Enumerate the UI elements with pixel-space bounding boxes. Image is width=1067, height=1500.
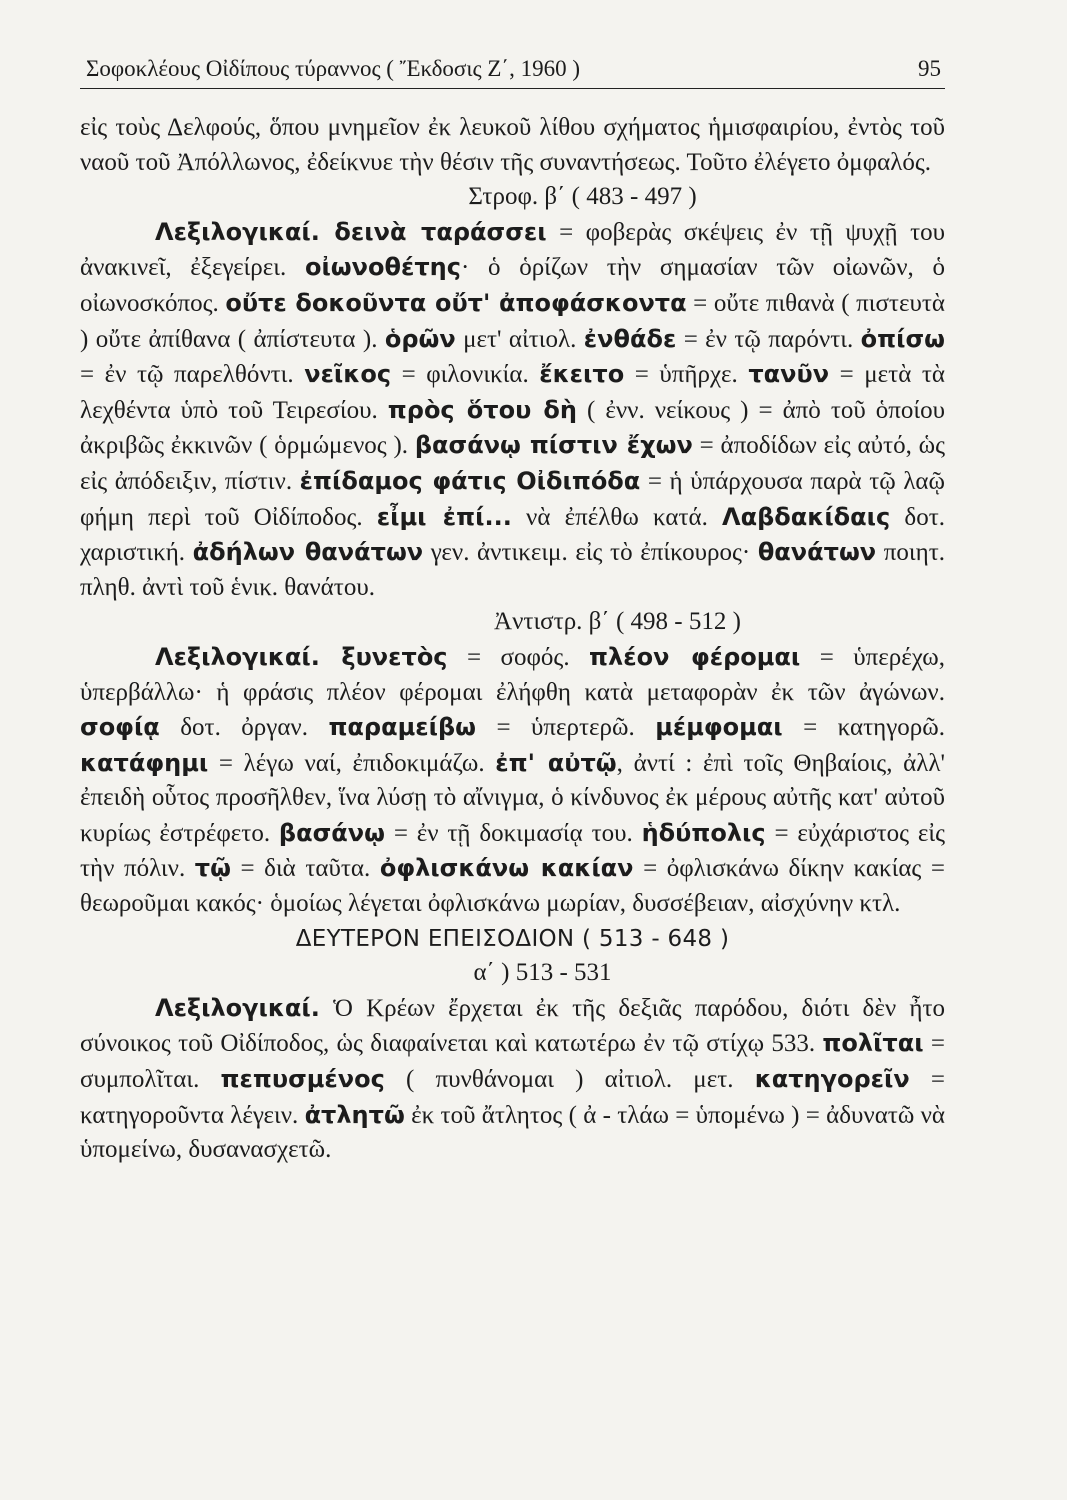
paragraph-omphalos: εἰς τοὺς Δελφούς, ὅπου μνημεῖον ἐκ λευκοῦ λίθου σχήματος ἡμισφαιρίου, ἐντὸς τοῦ ναοῦ τοῦ Ἀπόλλωνος, ἐδείκνυε τὴν θέσιν τῆς συναντήσεως. Τοῦτο ἐλέγετο ὀμφαλός. — [80, 114, 945, 176]
headword: ἐπ' αὐτῷ — [495, 748, 617, 777]
header-title: Σοφοκλέους Οἰδίπους τύραννος ( Ἔκδοσις Ζ΄, 1960 ) — [86, 56, 580, 81]
headword: δεινὰ ταράσσει — [334, 217, 547, 246]
paragraph-vocabulary-episode — [80, 991, 945, 1168]
gloss-text: , ἀντί : ἐπὶ τοῖς Θηβαίοις, ἀλλ' ἐπειδὴ οὗτος προσῆλθεν, ἵνα λύσῃ τὸ αἴνιγμα, ὁ κίνδυνος ἐκ μέρους αὐτῆς κατ' αὐτοῦ κυρίως ἐστρέφετο. — [80, 749, 945, 847]
gloss-text: = ἀποδίδων εἰς αὐτό, ὡς εἰς ἀπόδειξιν, πίστιν. — [80, 432, 945, 495]
headword: κατάφημι — [80, 748, 209, 777]
gloss-text: = κατηγοροῦντα λέγειν. — [80, 1066, 945, 1129]
headword: πεπυσμένος — [220, 1065, 385, 1094]
headword: σοφίᾳ — [80, 713, 160, 742]
headword: τῷ — [194, 854, 231, 883]
headword: οὔτε δοκοῦντα οὔτ' ἀποφάσκοντα — [225, 288, 687, 317]
gloss-text: ( πυνθάνομαι ) αἰτιολ. μετ. — [384, 1066, 755, 1094]
book-page — [80, 56, 945, 1168]
headword: πρὸς ὅτου δὴ — [387, 395, 577, 424]
headword: οἰωνοθέτης — [304, 253, 461, 282]
gloss-text: = ἐν τῷ παρόντι. — [676, 325, 861, 353]
headword: ἐνθάδε — [583, 324, 677, 353]
headword: Λεξιλογικαί. — [155, 642, 342, 671]
gloss-text: = διὰ ταῦτα. — [230, 855, 380, 883]
gloss-text: · ὁ ὁρίζων τὴν σημασίαν τῶν οἰωνῶν, ὁ οἰωνοσκόπος. — [80, 254, 945, 317]
section-heading-episode: ΔΕΥΤΕΡΟΝ ΕΠΕΙΣΟΔΙΟΝ ( 513 - 648 ) — [295, 925, 730, 952]
headword: ὀπίσω — [860, 324, 946, 353]
headword: Λεξιλογικαί. — [155, 993, 320, 1022]
gloss-text: = ὑπερτερῶ. — [476, 714, 656, 742]
headword: πλέον φέρομαι — [589, 642, 801, 671]
headword: θανάτων — [757, 538, 877, 567]
gloss-text: γεν. ἀντικειμ. εἰς τὸ ἐπίκουρος· — [423, 539, 758, 567]
headword: μέμφομαι — [655, 713, 783, 742]
gloss-text: = οὔτε πιθανὰ ( πιστευτὰ ) οὔτε ἀπίθανα ( ἀπίστευτα ). — [80, 289, 945, 353]
page-number: 95 — [918, 56, 941, 81]
gloss-text: = λέγω ναί, ἐπιδοκιμάζω. — [208, 749, 496, 777]
section-heading-strophe: Στροφ. β΄ ( 483 - 497 ) — [468, 183, 697, 211]
gloss-text: μετ' αἰτιολ. — [455, 325, 584, 353]
headword: ἐπίδαμος φάτις Οἰδιπόδα — [299, 466, 641, 495]
section-subheading-lines: α΄ ) 513 - 531 — [473, 959, 612, 987]
headword: ἀδήλων θανάτων — [192, 538, 424, 567]
section-heading-antistrophe: Ἀντιστρ. β΄ ( 498 - 512 ) — [494, 608, 741, 636]
headword: ὁρῶν — [384, 324, 456, 353]
headword: τανῦν — [748, 360, 830, 389]
gloss-text: = μετὰ τὰ λεχθέντα ὑπὸ τοῦ Τειρεσίου. — [80, 361, 945, 424]
gloss-text: δοτ. ὀργαν. — [159, 714, 329, 742]
gloss-text: = συμπολῖται. — [80, 1030, 945, 1094]
headword: ὀφλισκάνω κακίαν — [379, 854, 634, 883]
gloss-text: = ἡ ὑπάρχουσα παρὰ τῷ λαῷ φήμη περὶ τοῦ Οἰδίποδος. — [80, 467, 945, 531]
headword: ἔκειτο — [539, 360, 625, 389]
gloss-text: = ἐν τῷ παρελθόντι. — [80, 361, 305, 389]
gloss-text: = σοφός. — [447, 643, 590, 671]
page-body — [80, 111, 945, 1168]
gloss-text: = ἐν τῇ δοκιμασίᾳ του. — [384, 819, 642, 847]
headword: πολῖται — [822, 1029, 924, 1058]
gloss-text: ἐκ τοῦ ἄτλητος ( ἀ - τλάω = ὑπομένω ) = ἀδυνατῶ νὰ ὑπομείνω, δυσανασχετῶ. — [80, 1101, 945, 1164]
headword: Λεξιλογικαί. — [155, 217, 335, 246]
gloss-text: = κατηγορῶ. — [782, 714, 945, 742]
headword: ἡδύπολις — [641, 818, 766, 847]
headword: ἀτλητῶ — [304, 1100, 405, 1129]
gloss-text: = φοβερὰς σκέψεις ἐν τῇ ψυχῇ του ἀνακινεῖ, ἐξεγείρει. — [80, 218, 945, 282]
gloss-text: = ὑπερέχω, ὑπερβάλλω· ἡ φράσις πλέον φέρομαι ἐλήφθη κατὰ μεταφορὰν ἐκ τῶν ἀγώνων. — [80, 643, 946, 706]
gloss-text: = εὐχάριστος εἰς τὴν πόλιν. — [80, 819, 945, 883]
gloss-text: Ὁ Κρέων ἔρχεται ἐκ τῆς δεξιᾶς παρόδου, διότι δὲν ἦτο σύνοικος τοῦ Οἰδίποδος, ὡς διαφαίνεται καὶ κατωτέρω ἐν τῷ στίχῳ 533. — [80, 994, 945, 1058]
gloss-text: = φιλονικία. — [391, 361, 540, 389]
running-header — [80, 56, 945, 89]
gloss-text: = ὑπῆρχε. — [624, 361, 749, 389]
headword: Λαβδακίδαις — [722, 502, 891, 531]
gloss-text: δοτ. χαριστική. — [80, 503, 945, 567]
headword: βασάνῳ — [278, 818, 385, 847]
headword: νεῖκος — [304, 360, 392, 389]
headword: κατηγορεῖν — [754, 1065, 910, 1094]
headword: βασάνῳ πίστιν ἔχων — [414, 431, 693, 460]
headword: παραμείβω — [328, 713, 476, 742]
gloss-text: ( ἐνν. νείκους ) = ἀπὸ τοῦ ὁποίου ἀκριβῶς ἐκκινῶν ( ὁρμώμενος ). — [80, 396, 945, 460]
gloss-text: ποιητ. πληθ. ἀντὶ τοῦ ἑνικ. θανάτου. — [80, 539, 945, 601]
gloss-text: νὰ ἐπέλθω κατά. — [511, 503, 723, 531]
headword: ξυνετὸς — [341, 642, 448, 671]
paragraph-vocabulary-antistrophe — [80, 640, 945, 922]
headword: εἶμι ἐπί... — [376, 502, 512, 531]
gloss-text: = ὀφλισκάνω δίκην κακίας = θεωροῦμαι κακός· ὁμοίως λέγεται ὀφλισκάνω μωρίαν, δυσσέβειαν, αἰσχύνην κτλ. — [80, 855, 945, 918]
paragraph-vocabulary-strophe — [80, 215, 945, 606]
